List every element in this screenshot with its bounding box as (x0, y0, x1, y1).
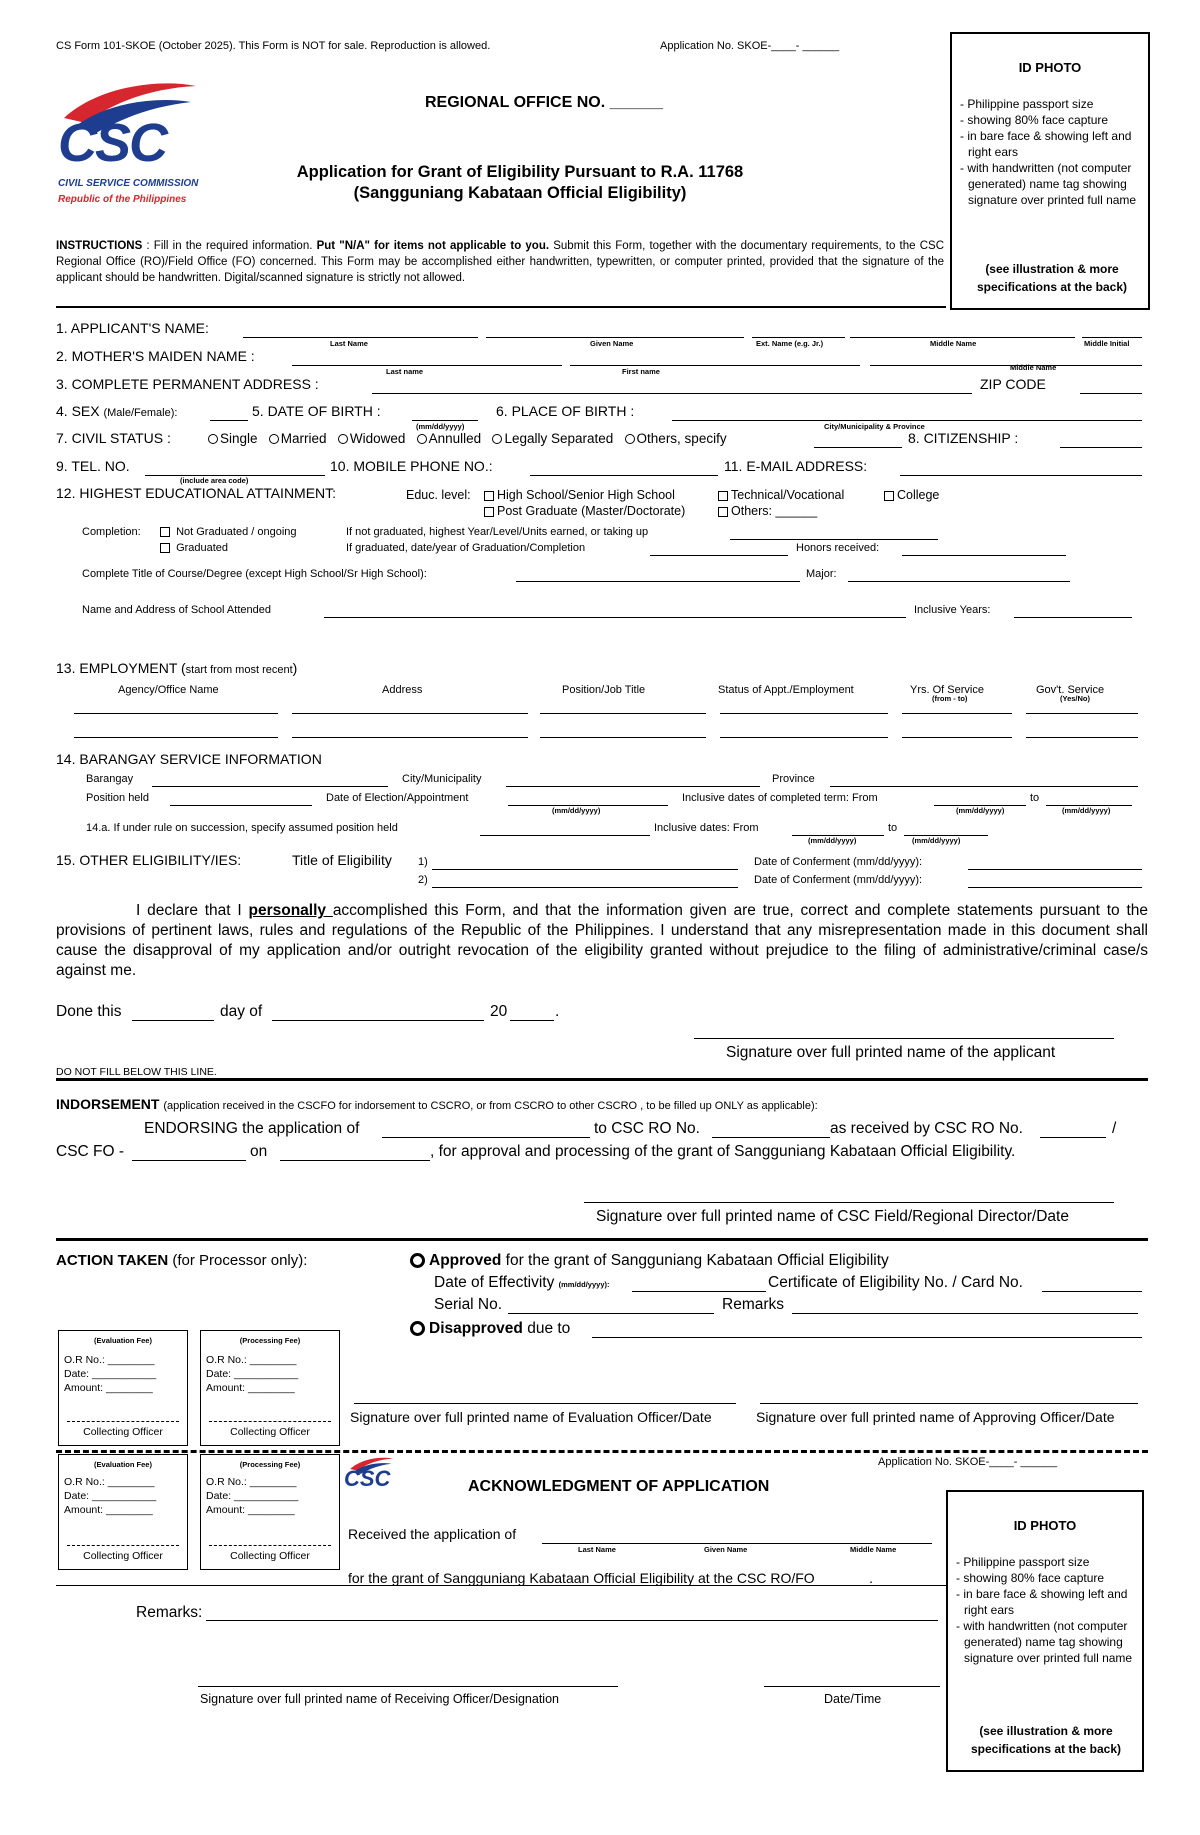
email-field[interactable] (900, 475, 1142, 476)
barangay-label: Barangay (86, 773, 134, 785)
received-label: Received the application of (348, 1526, 517, 1542)
city-field[interactable] (506, 786, 760, 787)
logo-text: CSC (58, 113, 167, 173)
approving-officer-signature-label: Signature over full printed name of Approving Officer/Date (756, 1409, 1115, 1425)
indorsement-header: INDORSEMENT (application received in the CSCFO for indorsement to CSCRO, or from CSCRO to other CSCRO , to be filled up ONLY as applicable): (56, 1096, 818, 1112)
educ-tech-voc[interactable]: Technical/Vocational (718, 488, 844, 502)
logo-sub2: Republic of the Philippines (58, 194, 187, 205)
position-held-field[interactable] (170, 805, 312, 806)
sub-label: Middle Initial (1084, 339, 1130, 348)
col-years: Yrs. Of Service (910, 684, 984, 696)
approved-option[interactable]: Approved for the grant of Sangguniang Kabataan Official Eligibility (410, 1252, 889, 1270)
succession-label: 14.a. If under rule on succession, specify assumed position held (86, 822, 398, 834)
units-earned-field[interactable] (730, 539, 938, 540)
honors-label: Honors received: (796, 542, 880, 554)
date-election-label: Date of Election/Appointment (326, 792, 469, 804)
emp-address-1[interactable] (292, 713, 528, 714)
endorsing-name-field[interactable] (382, 1137, 590, 1138)
sub-label: Last Name (578, 1545, 616, 1554)
civil-annulled[interactable]: Annulled (417, 431, 482, 446)
citizenship-label: 8. CITIZENSHIP : (908, 430, 1019, 446)
receiving-officer-label: Signature over full printed name of Receiving Officer/Designation (200, 1692, 559, 1706)
cert-no-label: Certificate of Eligibility No. / Card No. (768, 1274, 1023, 1291)
given-name-field[interactable] (486, 337, 744, 338)
civil-status-options (208, 431, 727, 446)
zip-code-label: ZIP CODE (980, 376, 1046, 392)
emp-govt-2[interactable] (1026, 737, 1138, 738)
sub-label: Middle Name (850, 1545, 897, 1554)
title-of-eligibility-label: Title of Eligibility (292, 852, 392, 868)
period: . (555, 1003, 560, 1020)
mmdd-hint: (mm/dd/yyyy) (552, 806, 601, 815)
director-signature-field[interactable] (584, 1202, 1114, 1203)
completion-label: Completion: (82, 526, 141, 538)
id-photo-box-ack[interactable] (946, 1490, 1144, 1772)
sub-label: Given Name (704, 1545, 748, 1554)
mobile-label: 10. MOBILE PHONE NO.: (330, 458, 493, 474)
honors-field[interactable] (902, 555, 1066, 556)
date-time-field[interactable] (764, 1686, 940, 1687)
emp-agency-2[interactable] (74, 737, 278, 738)
on-label: on (250, 1143, 268, 1160)
id-photo-specs: - Philippine passport size - showing 80% face capture - in bare face & showing left and right ears - with handwritten (not computer generated) name tag showing signature over printed full name (960, 97, 1137, 207)
or-no: O.R No.: ________ (64, 1354, 155, 1366)
province-field[interactable] (830, 786, 1138, 787)
education-label: 12. HIGHEST EDUCATIONAL ATTAINMENT: (56, 485, 337, 501)
major-field[interactable] (848, 581, 1070, 582)
conferment-2-label: Date of Conferment (mm/dd/yyyy): (754, 874, 923, 886)
remarks-label: Remarks (722, 1296, 785, 1313)
eval-fee-box[interactable] (58, 1330, 188, 1446)
eval-officer-signature-label: Signature over full printed name of Evaluation Officer/Date (350, 1409, 712, 1425)
divider (56, 1078, 1148, 1081)
col-govt: Gov't. Service (1036, 684, 1105, 696)
conferment-1-label: Date of Conferment (mm/dd/yyyy): (754, 856, 923, 868)
inclusive-years-field[interactable] (1014, 617, 1132, 618)
educ-others[interactable]: Others: ______ (718, 504, 817, 518)
csc-logo (56, 78, 206, 218)
civil-single[interactable]: Single (208, 431, 258, 446)
mmdd-hint: (mm/dd/yyyy) (808, 836, 857, 845)
received-ro-field[interactable] (1040, 1137, 1106, 1138)
sub-label: First name (622, 367, 660, 376)
sub-label: Given Name (590, 339, 634, 348)
collecting-officer-label: Collecting Officer (83, 1550, 163, 1562)
col-agency: Agency/Office Name (118, 684, 219, 696)
educ-college[interactable]: College (884, 488, 939, 502)
emp-address-2[interactable] (292, 737, 528, 738)
address-label: 3. COMPLETE PERMANENT ADDRESS : (56, 376, 319, 392)
civil-legally-separated[interactable]: Legally Separated (492, 431, 613, 446)
id-photo-specs: - Philippine passport size - showing 80% face capture - in bare face & showing left and right ears - with handwritten (not computer generated) name tag showing signature over printed full name (956, 1555, 1133, 1665)
ack-application-number[interactable]: Application No. SKOE-____- ______ (878, 1456, 1058, 1468)
barangay-title: 14. BARANGAY SERVICE INFORMATION (56, 751, 322, 767)
serial-field[interactable] (508, 1313, 714, 1314)
approval-text: , for approval and processing of the grant of Sangguniang Kabataan Official Eligibility. (430, 1143, 1016, 1160)
regional-office[interactable]: REGIONAL OFFICE NO. ______ (425, 94, 663, 111)
year-prefix: 20 (490, 1003, 508, 1020)
col-address: Address (382, 684, 423, 696)
barangay-field[interactable] (152, 786, 388, 787)
logo-text-small: CSC (344, 1466, 391, 1491)
civil-others[interactable]: Others, specify (625, 431, 727, 446)
major-label: Major: (806, 568, 837, 580)
emp-years-2[interactable] (902, 737, 1012, 738)
sex-label: 4. SEX (Male/Female): (56, 403, 178, 419)
incl-dates-label: Inclusive dates of completed term: From (682, 792, 878, 804)
day-of-label: day of (220, 1003, 263, 1020)
proc-fee-box-ack[interactable] (200, 1454, 340, 1570)
other-eligibility-title: 15. OTHER ELIGIBILITY/IES: (56, 852, 242, 868)
elig-num-1: 1) (418, 856, 428, 868)
dob-label: 5. DATE OF BIRTH : (252, 403, 381, 419)
proc-fee-box[interactable] (200, 1330, 340, 1446)
approving-officer-signature-field[interactable] (760, 1403, 1138, 1404)
sub-label: Last Name (330, 339, 368, 348)
pob-hint: City/Municipality & Province (824, 422, 925, 431)
zip-code-field[interactable] (1080, 393, 1142, 394)
dob-hint: (mm/dd/yyyy) (416, 422, 465, 431)
application-number[interactable]: Application No. SKOE-____- ______ (660, 40, 840, 52)
date-time-label: Date/Time (824, 1692, 882, 1706)
civil-status-label: 7. CIVIL STATUS : (56, 430, 171, 446)
collecting-sig-line[interactable] (209, 1421, 331, 1422)
emp-agency-1[interactable] (74, 713, 278, 714)
employment-title: 13. EMPLOYMENT (start from most recent) (56, 660, 298, 676)
col-position: Position/Job Title (562, 684, 646, 696)
serial-label: Serial No. (434, 1296, 503, 1313)
form-subtitle: (Sangguniang Kabataan Official Eligibility) (353, 184, 687, 202)
middle-initial-field[interactable] (1082, 337, 1142, 338)
city-label: City/Municipality (402, 773, 482, 785)
fee-amount: Amount: ________ (206, 1504, 295, 1516)
declaration-text: I declare that I personally accomplished this Form, and that the information given are true, correct and complete statements pursuant to the provisions of pertinent laws, rules and regulations of the Republic of the Philippines. I understand that any misrepresentation made in this document shall cause the disapproval of my application and/or outright revocation of the eligibility granted without prejudice to the filing of administrative/criminal case/s against me. (56, 902, 1148, 979)
conferment-1-field[interactable] (968, 869, 1142, 870)
place-of-birth-field[interactable] (672, 420, 1142, 421)
slash: / (1112, 1120, 1117, 1137)
civil-others-field[interactable] (814, 447, 902, 448)
graduated-option[interactable]: Graduated (160, 542, 228, 554)
to-label: to (1030, 792, 1040, 804)
inclusive-years-label: Inclusive Years: (914, 604, 991, 616)
divider (56, 306, 946, 308)
tel-hint: (include area code) (180, 476, 249, 485)
col-govt-hint: (Yes/No) (1060, 694, 1091, 703)
id-photo-note: (see illustration & more specifications at the back) (976, 262, 1128, 294)
director-signature-label: Signature over full printed name of CSC Field/Regional Director/Date (596, 1208, 1069, 1225)
form-code: CS Form 101-SKOE (October 2025). This Form is NOT for sale. Reproduction is allowed. (56, 40, 491, 52)
collecting-sig-line[interactable] (209, 1545, 331, 1546)
tel-label: 9. TEL. NO. (56, 458, 130, 474)
done-month-field[interactable] (272, 1020, 484, 1021)
if-not-grad-label: If not graduated, highest Year/Level/Units earned, or taking up (346, 526, 649, 538)
middle-name-field[interactable] (850, 337, 1075, 338)
not-graduated-option[interactable]: Not Graduated / ongoing (160, 526, 297, 538)
or-no: O.R No.: ________ (206, 1476, 297, 1488)
conferment-2-field[interactable] (968, 887, 1142, 888)
province-label: Province (772, 773, 815, 785)
citizenship-field[interactable] (1060, 447, 1142, 448)
emp-years-1[interactable] (902, 713, 1012, 714)
elig-num-2: 2) (418, 874, 428, 886)
sub-label: Middle Name (1010, 363, 1057, 372)
ack-title: ACKNOWLEDGMENT OF APPLICATION (468, 1478, 770, 1495)
sub-label: Ext. Name (e.g. Jr.) (756, 339, 824, 348)
to-csc-label: to CSC RO No. (594, 1120, 700, 1137)
cut-line (56, 1450, 1148, 1453)
id-photo-note: (see illustration & more specifications at the back) (970, 1724, 1122, 1756)
graduation-date-field[interactable] (650, 555, 788, 556)
mother-first-name-field[interactable] (570, 365, 860, 366)
ack-applicant-name-field[interactable] (542, 1543, 932, 1544)
fee-date: Date: ___________ (64, 1490, 157, 1502)
done-this-label: Done this (56, 1003, 122, 1020)
form-title: Application for Grant of Eligibility Pursuant to R.A. 11768 (296, 163, 744, 181)
col-years-hint: (from - to) (932, 694, 968, 703)
eval-fee-box-ack[interactable] (58, 1454, 188, 1570)
applicant-name-label: 1. APPLICANT'S NAME: (56, 320, 209, 336)
civil-widowed[interactable]: Widowed (338, 431, 406, 446)
fee-amount: Amount: ________ (64, 1504, 153, 1516)
instructions: INSTRUCTIONS : Fill in the required information. Put "N/A" for items not applicable to you. Submit this Form, together with the documentary requirements, to the CSC Regional Office (RO)/Field Office (FO) concerned. This Form may be accomplished either handwritten, typewritten, or computer printed, provided that the signature of the applicant should be handwritten. Digital/scanned signature is strictly not allowed. (56, 240, 945, 284)
place-of-birth-label: 6. PLACE OF BIRTH : (496, 403, 635, 419)
effectivity-label: Date of Effectivity (mm/dd/yyyy): (434, 1274, 610, 1291)
eval-fee-title: (Evaluation Fee) (94, 1336, 152, 1345)
fee-amount: Amount: ________ (206, 1382, 295, 1394)
emp-status-1[interactable] (720, 713, 888, 714)
cert-no-field[interactable] (1042, 1291, 1142, 1292)
csc-logo-small (344, 1456, 400, 1506)
mmdd-hint: (mm/dd/yyyy) (912, 836, 961, 845)
incl2-label: Inclusive dates: From (654, 822, 759, 834)
collecting-officer-label: Collecting Officer (230, 1426, 310, 1438)
done-year-field[interactable] (510, 1020, 554, 1021)
id-photo-title: ID PHOTO (1013, 1518, 1077, 1533)
logo-sub1: CIVIL SERVICE COMMISSION (58, 178, 199, 189)
emp-status-2[interactable] (720, 737, 888, 738)
school-field[interactable] (324, 617, 906, 618)
ack-remarks-label: Remarks: (136, 1604, 203, 1621)
address-field[interactable] (372, 393, 972, 394)
mobile-field[interactable] (530, 475, 718, 476)
fee-date: Date: ___________ (206, 1490, 299, 1502)
mother-last-name-field[interactable] (292, 365, 562, 366)
collecting-sig-line[interactable] (67, 1545, 179, 1546)
ext-name-field[interactable] (752, 337, 845, 338)
to-csc-ro-field[interactable] (712, 1137, 830, 1138)
do-not-fill-label: DO NOT FILL BELOW THIS LINE. (56, 1066, 217, 1078)
sub-label: Last name (386, 367, 424, 376)
course-field[interactable] (516, 581, 800, 582)
ack-remarks-field[interactable] (206, 1620, 938, 1621)
csc-fo-label: CSC FO - (56, 1143, 125, 1160)
if-grad-label: If graduated, date/year of Graduation/Completion (346, 542, 586, 554)
to-label: to (888, 822, 898, 834)
applicant-signature-label: Signature over full printed name of the applicant (726, 1044, 1056, 1061)
civil-married[interactable]: Married (269, 431, 327, 446)
col-status: Status of Appt./Employment (718, 684, 854, 696)
proc-fee-title: (Processing Fee) (239, 1460, 301, 1469)
educ-level-label: Educ. level: (406, 488, 471, 502)
as-received-label: as received by CSC RO No. (830, 1120, 1023, 1137)
email-label: 11. E-MAIL ADDRESS: (724, 458, 868, 474)
mother-middle-name-field[interactable] (870, 365, 1142, 366)
for-grant-text: for the grant of Sangguniang Kabataan Official Eligibility at the CSC RO/FO_______. (348, 1570, 874, 1586)
divider (56, 1238, 1148, 1241)
receiving-officer-signature-field[interactable] (198, 1686, 618, 1687)
id-photo-box[interactable] (950, 32, 1150, 310)
position-held-label: Position held (86, 792, 149, 804)
mothers-maiden-name-label: 2. MOTHER'S MAIDEN NAME : (56, 348, 255, 364)
fee-amount: Amount: ________ (64, 1382, 153, 1394)
succession-field[interactable] (480, 835, 650, 836)
mmdd-hint: (mm/dd/yyyy) (956, 806, 1005, 815)
disapproved-option[interactable]: Disapproved due to (410, 1320, 570, 1338)
csc-fo-field[interactable] (132, 1160, 246, 1161)
effectivity-field[interactable] (632, 1291, 766, 1292)
fee-date: Date: ___________ (64, 1368, 157, 1380)
sub-label: Middle Name (930, 339, 977, 348)
collecting-officer-label: Collecting Officer (230, 1550, 310, 1562)
sex-field[interactable] (210, 420, 248, 421)
dob-field[interactable] (412, 420, 478, 421)
collecting-sig-line[interactable] (67, 1421, 179, 1422)
remarks-field[interactable] (792, 1313, 1138, 1314)
eligibility-2-field[interactable] (432, 887, 738, 888)
id-photo-title: ID PHOTO (1018, 60, 1082, 75)
action-taken-label: ACTION TAKEN (for Processor only): (56, 1252, 308, 1269)
indorsement-date-field[interactable] (280, 1160, 430, 1161)
course-label: Complete Title of Course/Degree (except High School/Sr High School): (82, 568, 427, 580)
disapproved-reason-field[interactable] (592, 1337, 1142, 1338)
mmdd-hint: (mm/dd/yyyy) (1062, 806, 1111, 815)
fee-date: Date: ___________ (206, 1368, 299, 1380)
applicant-signature-field[interactable] (694, 1038, 1114, 1039)
last-name-field[interactable] (243, 337, 478, 338)
eligibility-1-field[interactable] (432, 869, 738, 870)
emp-position-1[interactable] (540, 713, 706, 714)
eval-fee-title: (Evaluation Fee) (94, 1460, 152, 1469)
done-day-field[interactable] (132, 1020, 214, 1021)
endorsing-label: ENDORSING the application of (144, 1120, 360, 1137)
eval-officer-signature-field[interactable] (354, 1403, 736, 1404)
school-label: Name and Address of School Attended (82, 604, 271, 616)
emp-govt-1[interactable] (1026, 713, 1138, 714)
educ-post-grad[interactable]: Post Graduate (Master/Doctorate) (484, 504, 685, 518)
or-no: O.R No.: ________ (64, 1476, 155, 1488)
educ-hs[interactable]: High School/Senior High School (484, 488, 675, 502)
collecting-officer-label: Collecting Officer (83, 1426, 163, 1438)
or-no: O.R No.: ________ (206, 1354, 297, 1366)
emp-position-2[interactable] (540, 737, 706, 738)
proc-fee-title: (Processing Fee) (239, 1336, 301, 1345)
